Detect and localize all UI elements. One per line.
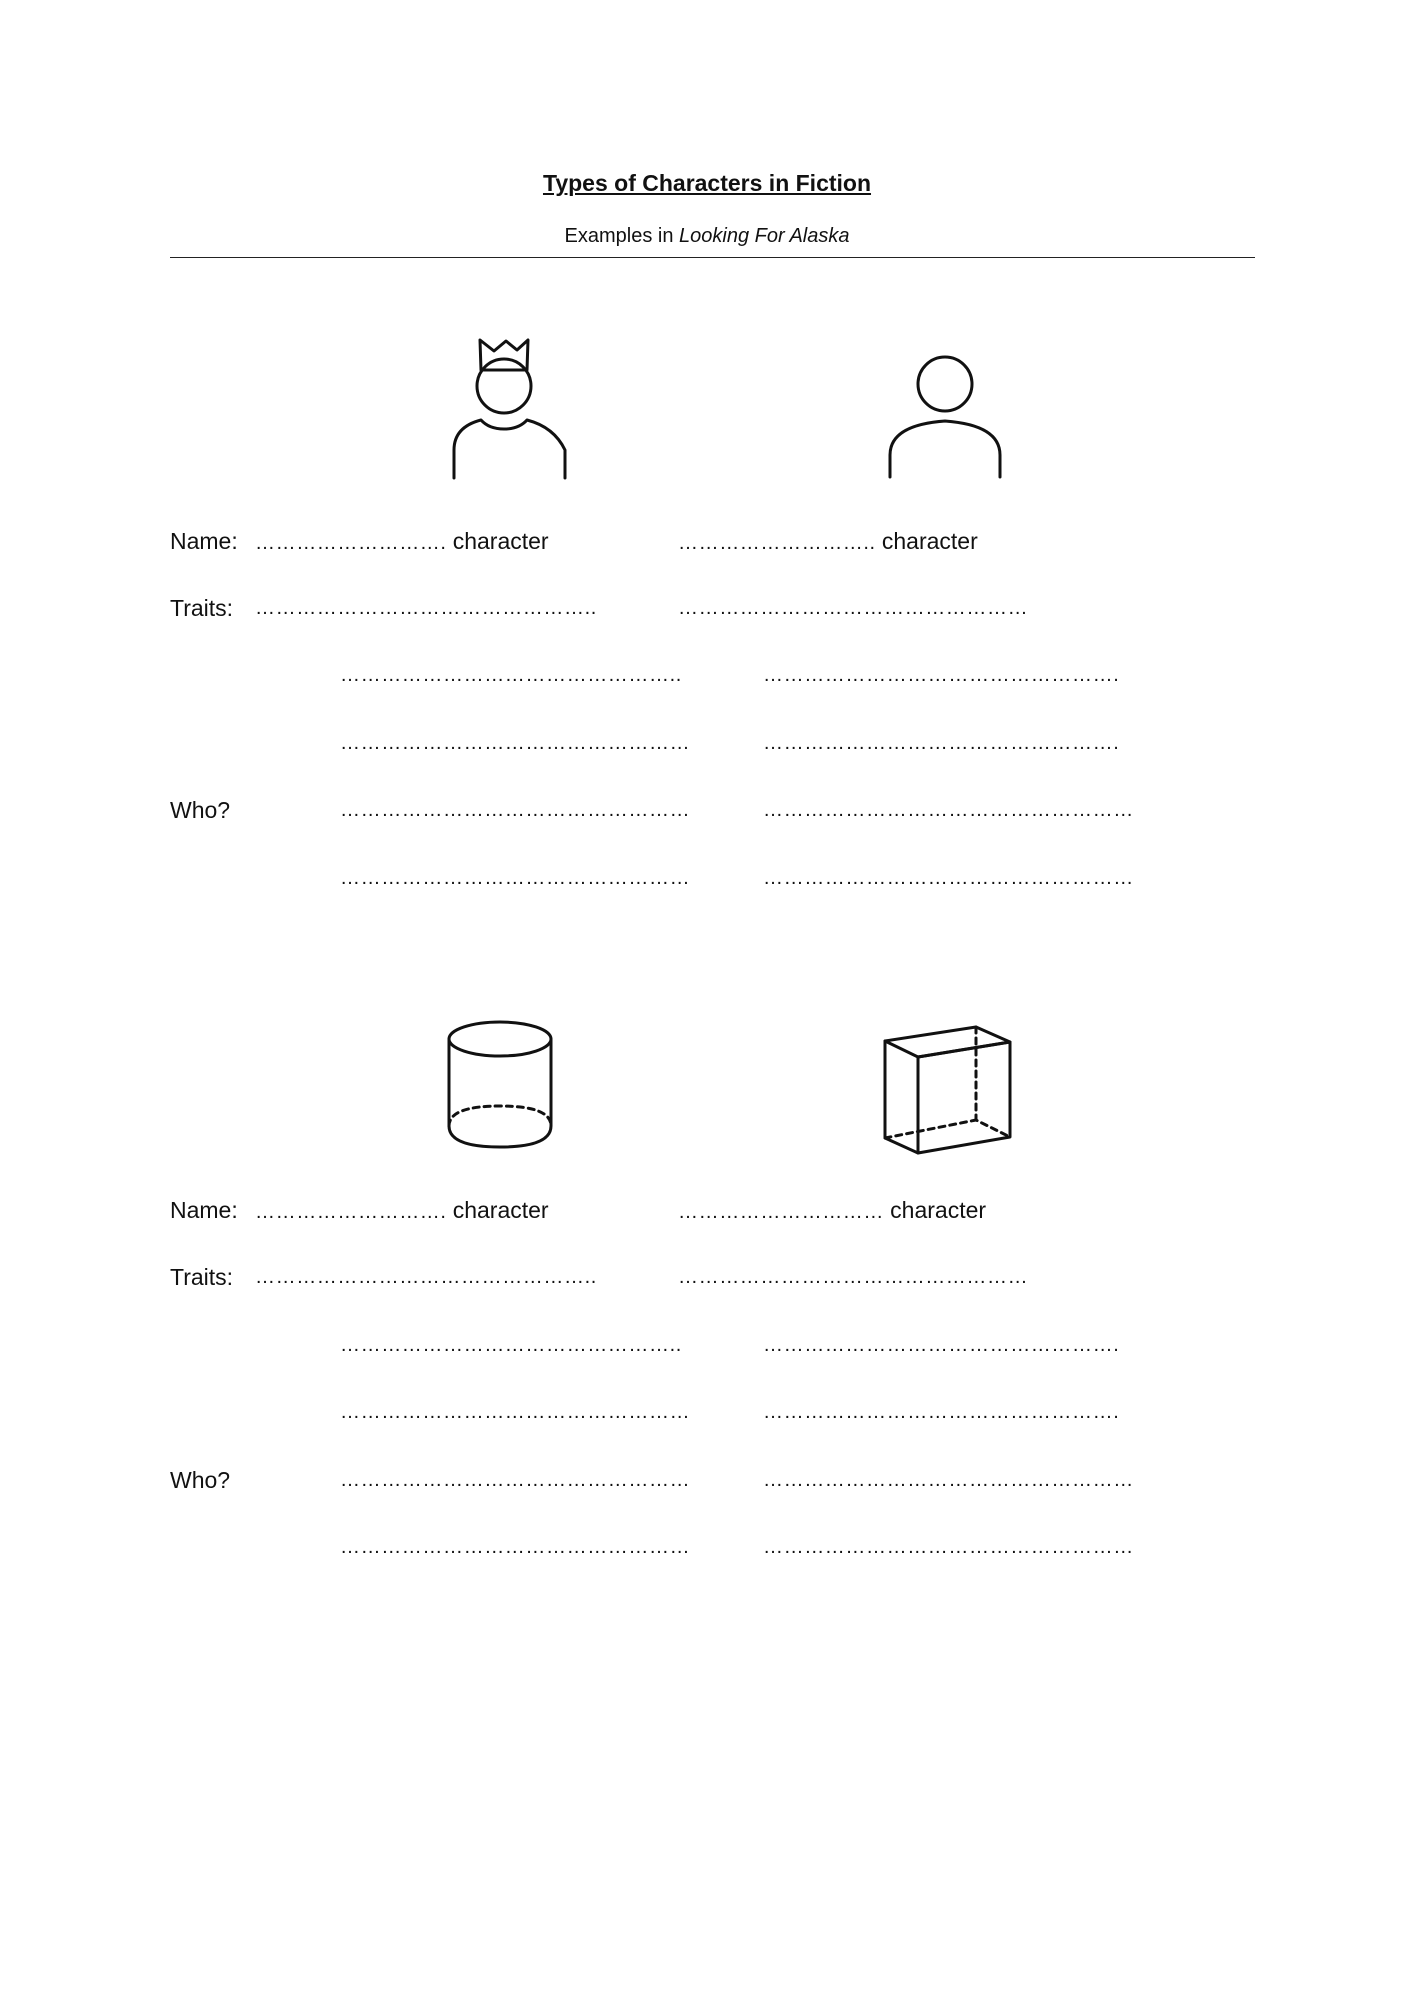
character-word: character (452, 528, 549, 554)
trait-line-left-1[interactable]: ………………………………………….. (340, 664, 682, 686)
trait-line-left-1[interactable]: ………………………………………….. (340, 1334, 682, 1356)
subtitle-prefix: Examples in (564, 225, 680, 247)
cylinder-icon (445, 1020, 555, 1150)
who-line-left-2[interactable]: …………………………………………… (340, 1536, 691, 1558)
name-field-right[interactable] (678, 1196, 986, 1226)
traits-field-left[interactable]: ………………………………………….. (255, 1266, 597, 1288)
blank-line: ………………………. (255, 532, 453, 554)
name-field-left[interactable] (255, 1196, 549, 1226)
blank-line: ………………………… (678, 1201, 891, 1223)
page-subtitle (0, 225, 1414, 248)
who-line-right-2[interactable]: ……………………………………………… (763, 867, 1134, 889)
person-icon (885, 355, 1005, 480)
trait-line-right-2[interactable]: ……………………………………………. (763, 1401, 1120, 1423)
trait-line-left-2[interactable]: …………………………………………… (340, 732, 691, 754)
name-field-left[interactable] (255, 527, 549, 557)
character-word: character (452, 1197, 549, 1223)
who-line-left-1[interactable]: …………………………………………… (340, 799, 691, 821)
box-icon (880, 1022, 1015, 1157)
traits-label: Traits: (170, 1264, 234, 1290)
trait-line-right-1[interactable]: ……………………………………………. (763, 664, 1120, 686)
who-label: Who? (170, 1467, 231, 1493)
name-label: Name: (170, 528, 238, 554)
traits-field-left[interactable]: ………………………………………….. (255, 597, 597, 619)
who-line-right-1[interactable]: ……………………………………………… (763, 799, 1134, 821)
name-label: Name: (170, 1197, 238, 1223)
blank-line: ………………………. (255, 1201, 453, 1223)
trait-line-right-2[interactable]: ……………………………………………. (763, 732, 1120, 754)
name-field-right[interactable] (678, 527, 978, 557)
character-word: character (881, 528, 978, 554)
who-label: Who? (170, 797, 231, 823)
traits-field-right[interactable]: …………………………………………… (678, 1266, 1029, 1288)
crowned-person-icon (450, 335, 570, 480)
who-line-left-2[interactable]: …………………………………………… (340, 867, 691, 889)
title-divider (170, 257, 1255, 258)
page-title: Types of Characters in Fiction (542, 170, 872, 196)
blank-line: ……………………….. (678, 532, 882, 554)
traits-field-right[interactable]: …………………………………………… (678, 597, 1029, 619)
who-line-left-1[interactable]: …………………………………………… (340, 1469, 691, 1491)
who-line-right-2[interactable]: ……………………………………………… (763, 1536, 1134, 1558)
subtitle-book-title: Looking For Alaska (679, 225, 850, 247)
who-line-right-1[interactable]: ……………………………………………… (763, 1469, 1134, 1491)
traits-label: Traits: (170, 595, 234, 621)
trait-line-left-2[interactable]: …………………………………………… (340, 1401, 691, 1423)
character-word: character (890, 1197, 987, 1223)
trait-line-right-1[interactable]: ……………………………………………. (763, 1334, 1120, 1356)
